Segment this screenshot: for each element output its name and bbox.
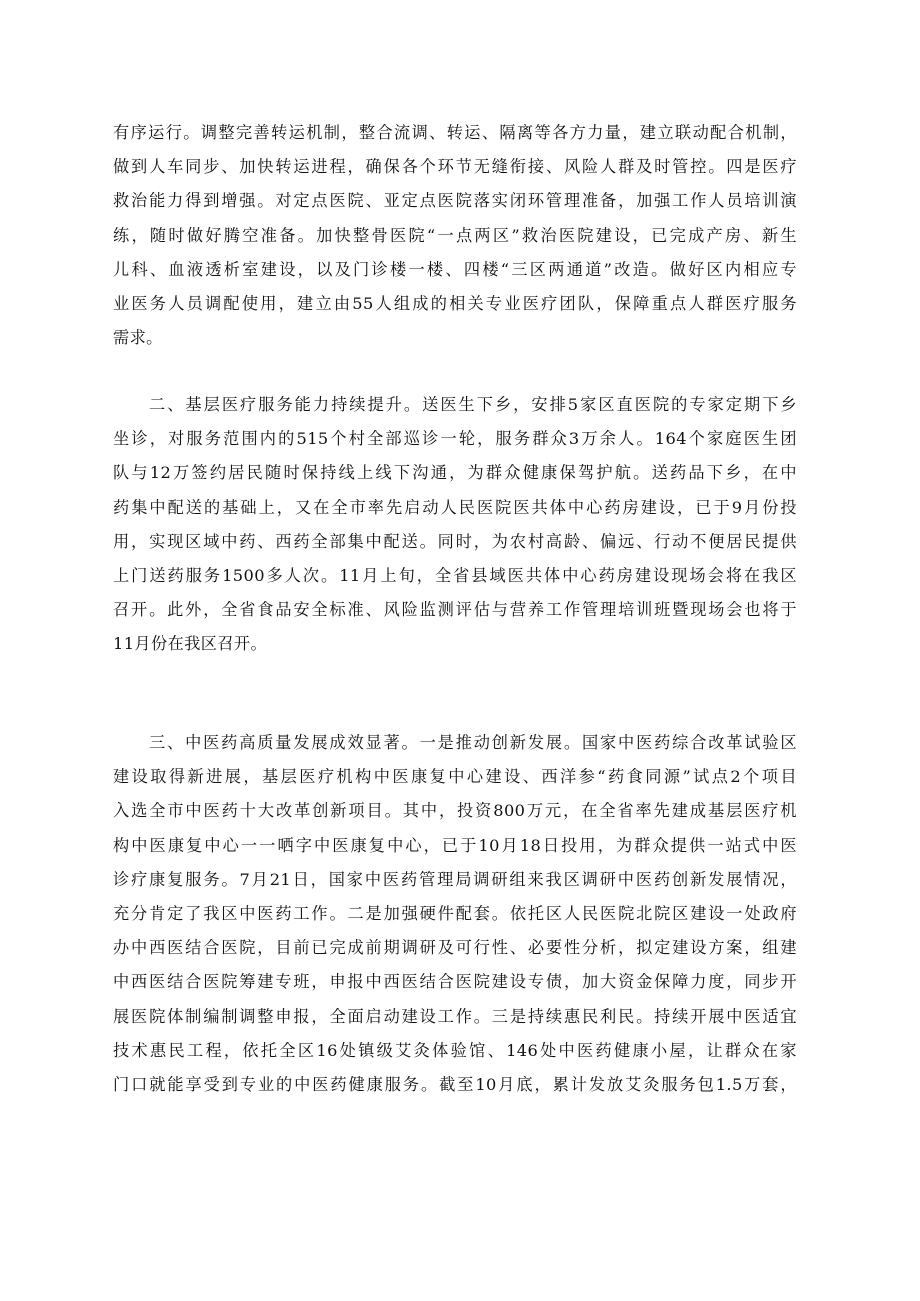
paragraph-3 [113, 726, 797, 1102]
paragraph-line: 11月份在我区召开。 [113, 634, 268, 654]
paragraph-line: 救治能力得到增强。对定点医院、亚定点医院落实闭环管理准备，加强工作人员培训演 [113, 191, 797, 211]
paragraph-line: 需求。 [113, 328, 163, 348]
paragraph-line: 办中西医结合医院，目前已完成前期调研及可行性、必要性分析，拟定建设方案，组建 [113, 938, 797, 958]
paragraph-line: 队与12万签约居民随时保持线上线下沟通，为群众健康保驾护航。送药品下乡，在中 [113, 463, 797, 483]
paragraph-line: 构中医康复中心一一哂字中医康复中心，已于10月18日投用，为群众提供一站式中医 [113, 835, 797, 855]
paragraph-line: 用，实现区域中药、西药全部集中配送。同时，为农村高龄、偏远、行动不便居民提供 [113, 531, 797, 551]
paragraph-2 [113, 388, 797, 662]
paragraph-line: 练，随时做好腾空准备。加快整骨医院“一点两区”救治医院建设，已完成产房、新生 [113, 225, 797, 245]
paragraph-line: 有序运行。调整完善转运机制，整合流调、转运、隔离等各方力量，建立联动配合机制， [113, 123, 797, 142]
paragraph-line: 展医院体制编制调整申报，全面启动建设工作。三是持续惠民利民。持续开展中医适宜 [113, 1006, 797, 1026]
paragraph-line: 三、中医药高质量发展成效显著。一是推动创新发展。国家中医药综合改革试验区 [149, 733, 797, 752]
paragraph-line: 业医务人员调配使用，建立由55人组成的相关专业医疗团队，保障重点人群医疗服务 [113, 293, 797, 313]
paragraph-line: 建设取得新进展，基层医疗机构中医康复中心建设、西洋参“药食同源”试点2个项目 [113, 767, 797, 787]
paragraph-line: 诊疗康复服务。7月21日，国家中医药管理局调研组来我区调研中医药创新发展情况， [113, 869, 797, 889]
paragraph-line: 儿科、血液透析室建设，以及门诊楼一楼、四楼“三区两通道”改造。做好区内相应专 [113, 259, 797, 279]
paragraph-line: 上门送药服务1500多人次。11月上旬，全省县域医共体中心药房建设现场会将在我区 [113, 565, 797, 585]
paragraph-line: 召开。此外，全省食品安全标准、风险监测评估与营养工作管理培训班暨现场会也将于 [113, 600, 797, 620]
paragraph-line: 门口就能享受到专业的中医药健康服务。截至10月底，累计发放艾灸服务包1.5万套， [113, 1074, 797, 1094]
paragraph-line: 充分肯定了我区中医药工作。二是加强硬件配套。依托区人民医院北院区建设一处政府 [113, 903, 797, 923]
paragraph-line: 做到人车同步、加快转运进程，确保各个环节无缝衔接、风险人群及时管控。四是医疗 [113, 157, 797, 177]
paragraph-line: 坐诊，对服务范围内的515个村全部巡诊一轮，服务群众3万余人。164个家庭医生团 [113, 429, 797, 449]
paragraph-line: 入选全市中医药十大改革创新项目。其中，投资800万元，在全省率先建成基层医疗机 [113, 801, 797, 821]
paragraph-line: 技术惠民工程，依托全区16处镇级艾灸体验馆、146处中医药健康小屋，让群众在家 [113, 1040, 797, 1060]
paragraph-line: 中西医结合医院筹建专班，申报中西医结合医院建设专债，加大资金保障力度，同步开 [113, 972, 797, 992]
paragraph-line: 药集中配送的基础上，又在全市率先启动人民医院医共体中心药房建设，已于9月份投 [113, 497, 797, 517]
paragraph-1 [113, 116, 797, 355]
paragraph-line: 二、基层医疗服务能力持续提升。送医生下乡，安排5家区直医院的专家定期下乡 [149, 395, 797, 414]
